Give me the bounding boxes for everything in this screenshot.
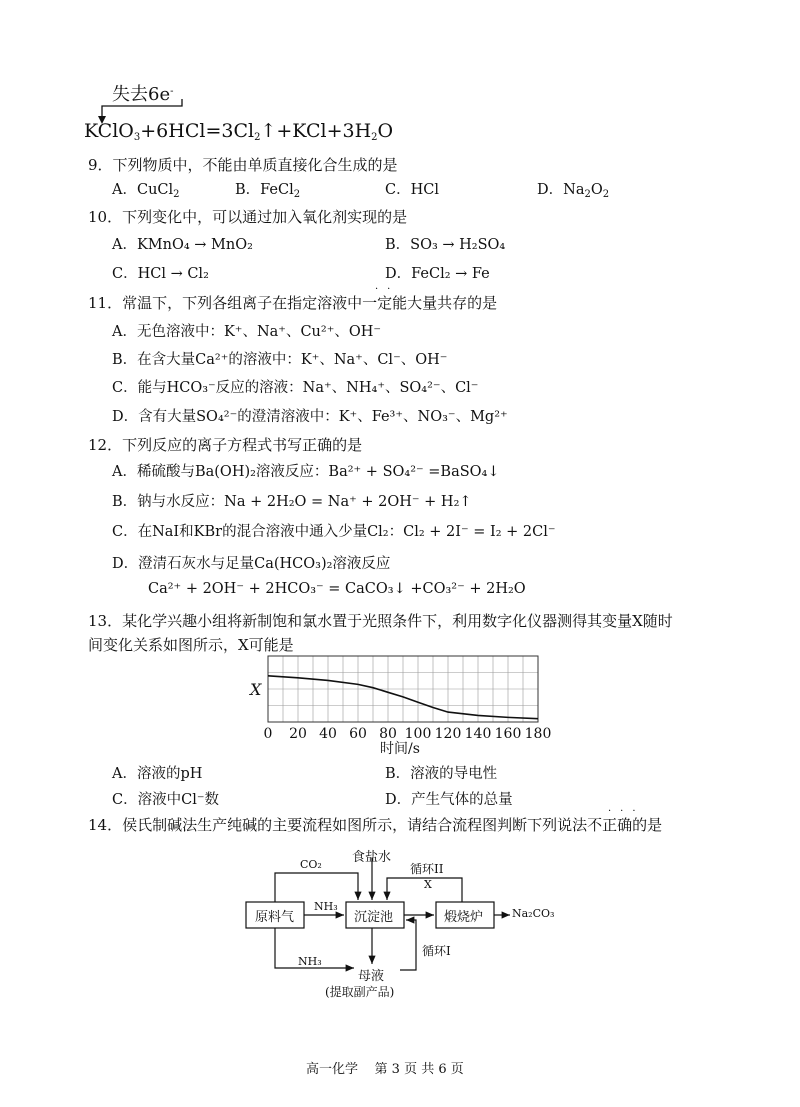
question-9-option-d[interactable]: D．$Na_2O_2$ [537,182,610,200]
question-10-option-c[interactable]: C．HCl → Cl₂ [112,266,209,282]
question-10-option-d[interactable]: D．FeCl₂ → Fe [385,266,490,282]
x-tick-label: 60 [349,726,367,742]
flow-furnace: 煅烧炉 [444,910,484,925]
flow-nh3-top: NH₃ [314,900,338,913]
x-tick-label: 0 [263,726,273,742]
question-10-option-b[interactable]: B．SO₃ → H₂SO₄ [385,237,506,253]
question-13-option-d[interactable]: D．产生气体的总量 [385,792,513,808]
question-10-option-a[interactable]: A．KMnO₄ → MnO₂ [112,237,253,253]
flow-mother-note: (提取副产品) [325,985,395,999]
question-11-stem: 11．常温下，下列各组离子在指定溶液中一定能大量共存的是 [88,294,498,312]
question-12-option-d[interactable]: D．澄清石灰水与足量Ca(HCO₃)₂溶液反应 [112,556,391,572]
chart-x-axis-label: 时间/s [380,741,420,757]
question-14-stem: 14．侯氏制碱法生产纯碱的主要流程如图所示，请结合流程图判断下列说法不正确的是 [88,816,663,834]
flow-x: X [424,878,432,891]
question-13-option-c[interactable]: C．溶液中Cl⁻数 [112,792,219,808]
y-axis-label: X [250,680,262,699]
flow-co2: CO₂ [300,858,322,871]
flow-raw-gas: 原料气 [255,910,295,925]
question-11-option-a[interactable]: A．无色溶液中：K⁺、Na⁺、Cu²⁺、OH⁻ [112,324,382,340]
flow-product: Na₂CO₃ [512,907,555,920]
question-11-option-d[interactable]: D．含有大量SO₄²⁻的澄清溶液中：K⁺、Fe³⁺、NO₃⁻、Mg²⁺ [112,409,508,425]
question-13-option-a[interactable]: A．溶液的pH [112,766,203,782]
question-12-stem: 12．下列反应的离子方程式书写正确的是 [88,436,363,454]
flow-sink: 沉淀池 [354,910,394,925]
question-12-option-b[interactable]: B．钠与水反应：Na + 2H₂O = Na⁺ + 2OH⁻ + H₂↑ [112,494,472,510]
x-tick-label: 180 [524,726,552,742]
question-9-option-a[interactable]: A．CuCl$_2$ [112,182,180,200]
question-11-option-c[interactable]: C．能与HCO₃⁻反应的溶液：Na⁺、NH₄⁺、SO₄²⁻、Cl⁻ [112,380,479,396]
emphasis-dots: ·· [375,284,400,295]
x-tick-label: 120 [434,726,462,742]
x-tick-label: 20 [289,726,307,742]
electron-transfer-label: 失去6e- [112,84,174,105]
question-9-option-b[interactable]: B．FeCl$_2$ [235,182,301,200]
x-tick-label: 40 [319,726,337,742]
question-9-option-c[interactable]: C．HCl [385,182,439,198]
x-tick-label: 100 [404,726,432,742]
emphasis-dots-2: ··· [608,806,645,817]
question-11-option-b[interactable]: B．在含大量Ca²⁺的溶液中：K⁺、Na⁺、Cl⁻、OH⁻ [112,352,448,368]
question-13-stem-line2: 间变化关系如图所示，X可能是 [88,636,294,654]
question-12-option-a[interactable]: A．稀硫酸与Ba(OH)₂溶液反应：Ba²⁺ + SO₄²⁻ =BaSO₄↓ [112,464,500,480]
flow-salt-water: 食盐水 [352,850,392,865]
question-12-option-d-equation: Ca²⁺ + 2OH⁻ + 2HCO₃⁻ = CaCO₃↓ +CO₃²⁻ + 2H₂O [148,581,526,597]
page-footer: 高一化学 第 3 页 共 6 页 [306,1062,464,1077]
x-tick-label: 160 [494,726,522,742]
flow-cycle-2: 循环II [410,862,444,876]
question-9-stem: 9．下列物质中，不能由单质直接化合生成的是 [88,156,398,174]
x-tick-label: 140 [464,726,492,742]
question-13-stem-line1: 13．某化学兴趣小组将新制饱和氯水置于光照条件下，利用数字化仪器测得其变量X随时 [88,612,673,630]
flow-cycle-1: 循环I [422,944,451,958]
x-tick-label: 80 [379,726,397,742]
question-13-option-b[interactable]: B．溶液的导电性 [385,766,498,782]
redox-equation: $KClO_3+6HCl=3Cl_2↑+KCl+3H_2O$ [84,120,394,143]
question-10-stem: 10．下列变化中，可以通过加入氧化剂实现的是 [88,208,408,226]
flow-nh3-bottom: NH₃ [298,955,322,968]
question-12-option-c[interactable]: C．在NaI和KBr的混合溶液中通入少量Cl₂：Cl₂ + 2I⁻ = I₂ + 2Cl⁻ [112,524,556,540]
flow-mother-liquor: 母液 [358,969,385,984]
